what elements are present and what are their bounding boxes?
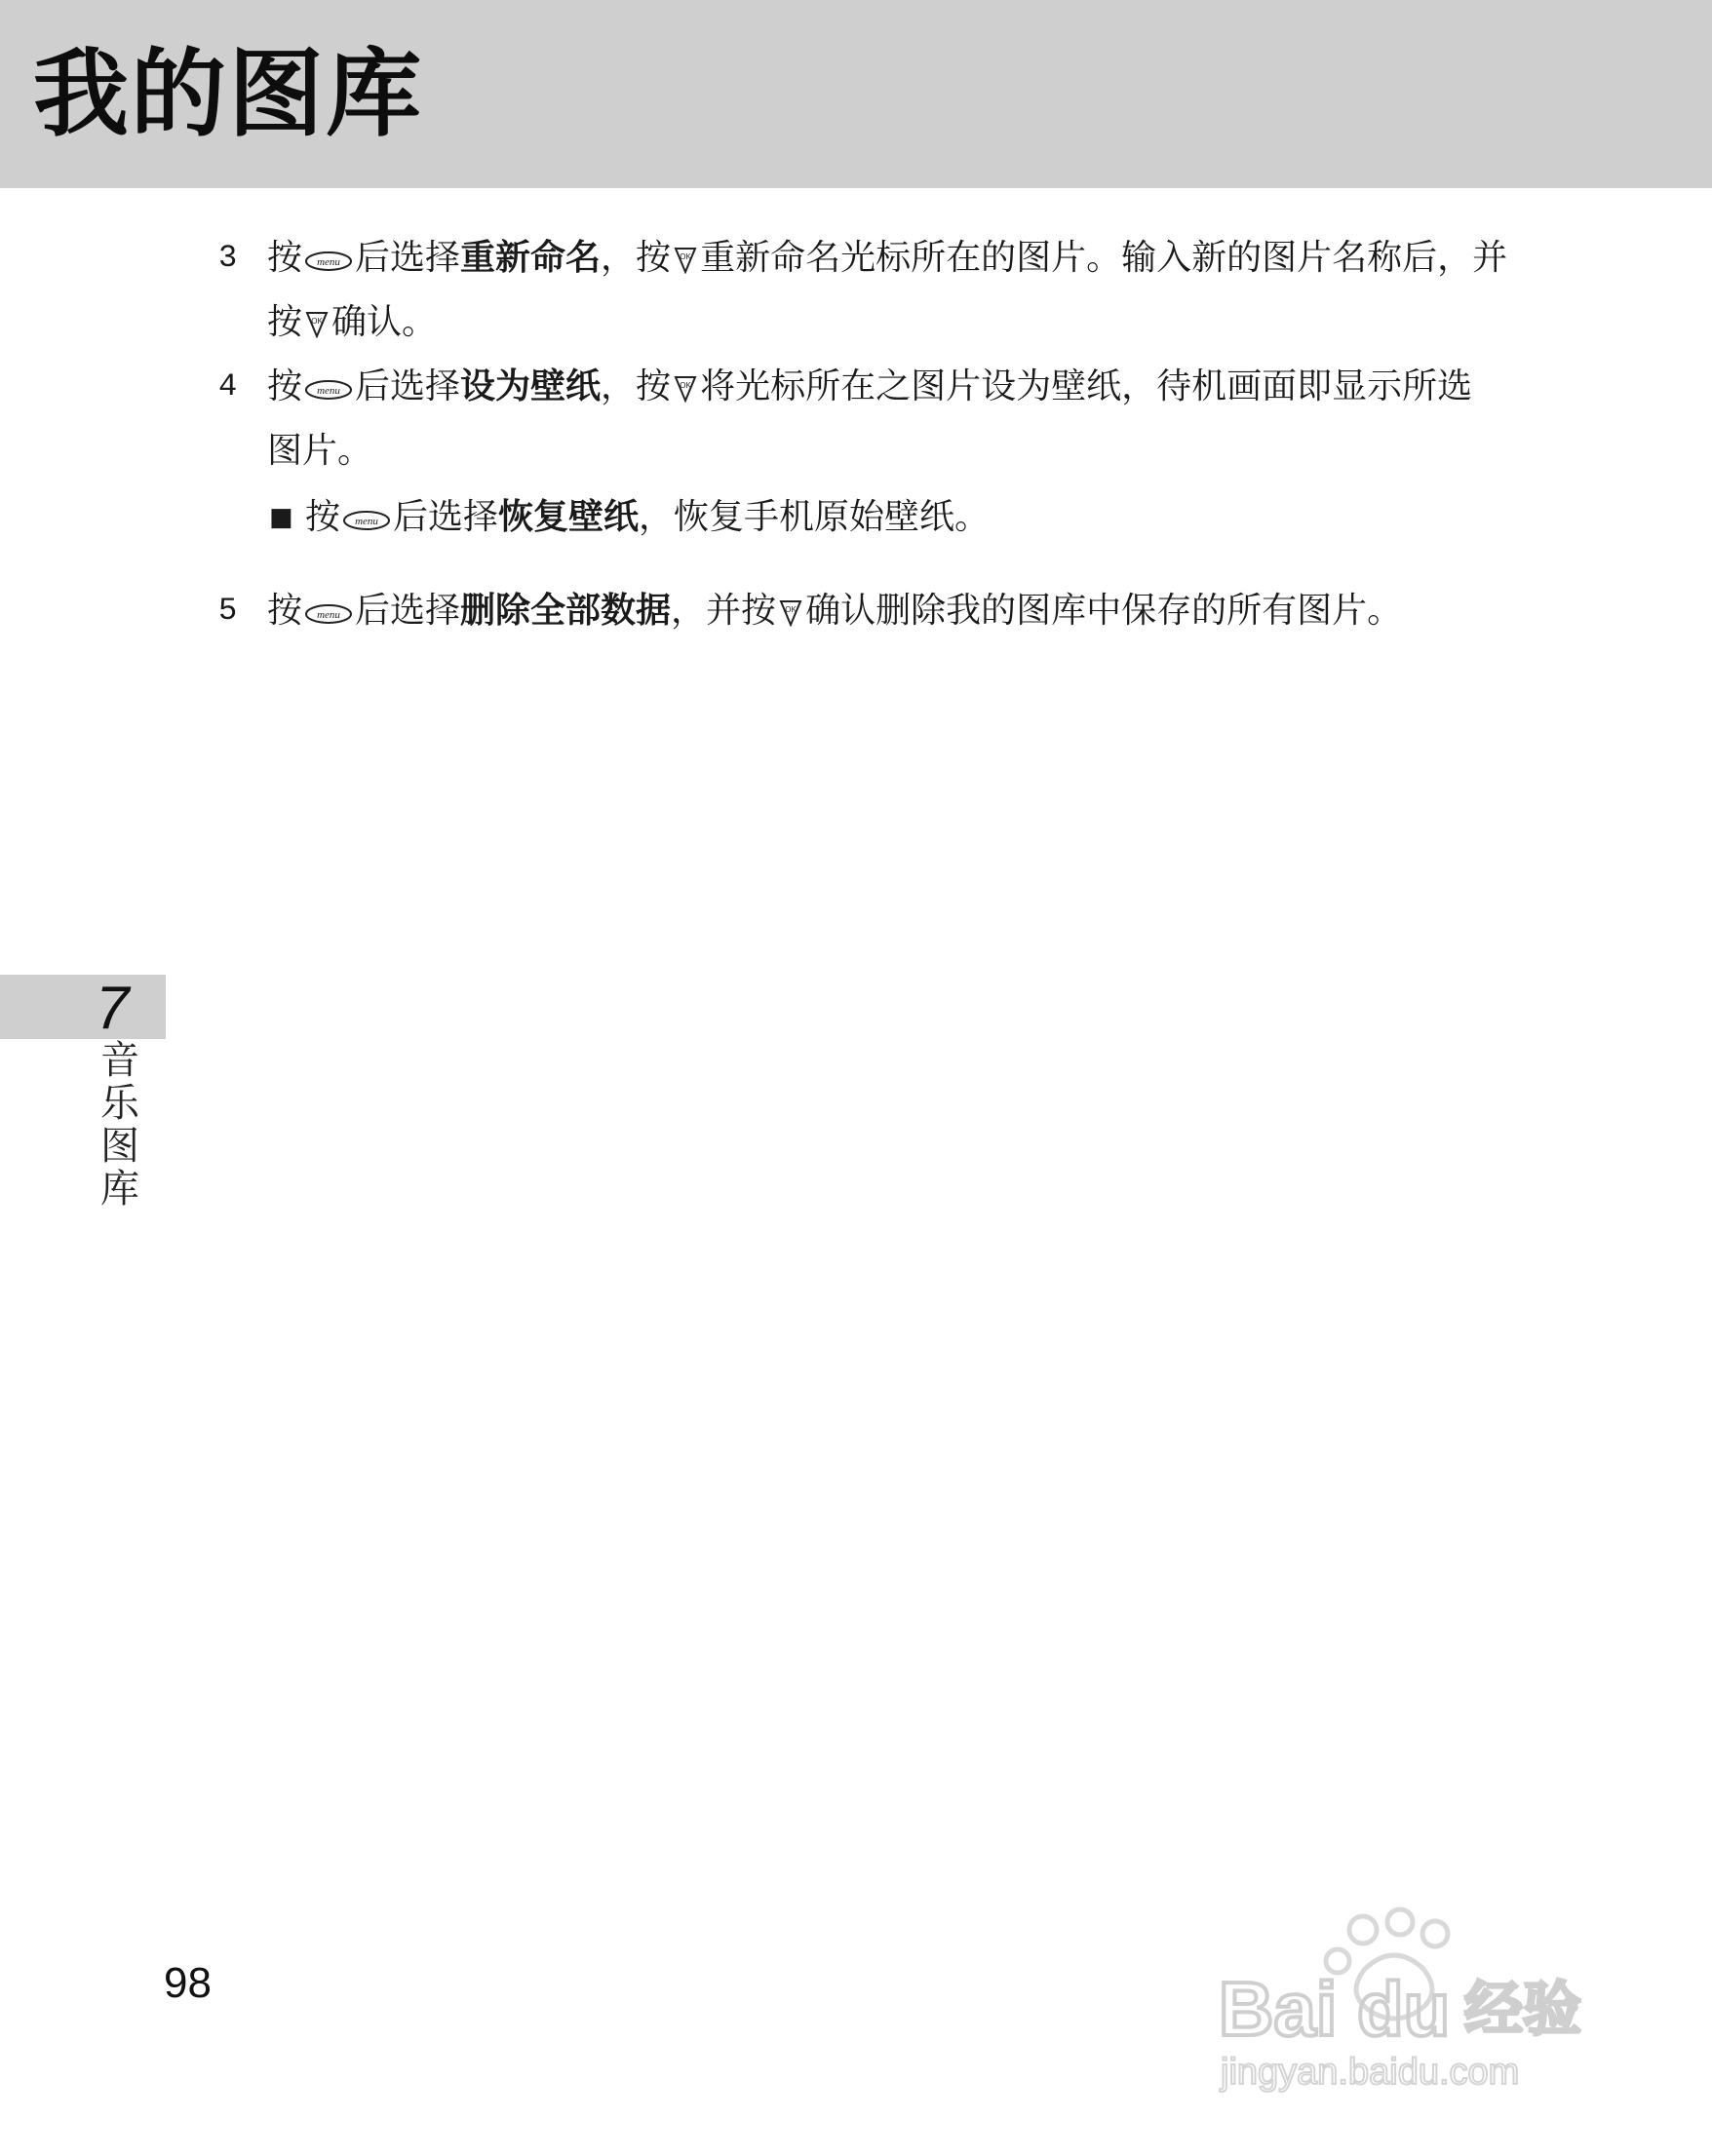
step-text: 后选择 (355, 366, 461, 406)
chapter-number: 7 (96, 975, 130, 1042)
svg-text:经验: 经验 (1464, 1976, 1581, 2044)
step-text: 按 (267, 238, 303, 278)
note-text: 后选择 (393, 497, 499, 537)
svg-text:jingyan.baidu.com: jingyan.baidu.com (1221, 2052, 1520, 2093)
ok-key-icon (778, 597, 803, 627)
step-text: 后选择 (355, 591, 461, 631)
step-5 (218, 579, 1515, 643)
step-text: 后选择 (355, 238, 461, 278)
step-text: ，并按 (671, 591, 777, 631)
step-4 (218, 355, 1515, 483)
step-text: 确认删除我的图库中保存的所有图片。 (805, 591, 1403, 631)
menu-key-icon (304, 601, 353, 627)
option-name: 删除全部数据 (460, 591, 672, 631)
ok-key-icon (673, 373, 698, 403)
note-text: 按 (305, 497, 341, 537)
svg-text:Bai: Bai (1219, 1966, 1338, 2052)
step-text: ，按 (601, 366, 672, 406)
svg-text:OK: OK (680, 252, 691, 261)
chapter-title: 音乐图库 (100, 1038, 139, 1212)
step-text: 重新命名光标所在的图片。输入新的图片名称后，并按 (267, 238, 1508, 342)
menu-key-icon (304, 377, 353, 403)
step-4-note (218, 485, 1515, 550)
svg-text:menu: menu (355, 516, 378, 527)
option-name: 重新命名 (460, 238, 602, 278)
menu-key-icon (304, 249, 353, 274)
option-name: 恢复壁纸 (498, 497, 640, 537)
ok-key-icon (673, 245, 698, 274)
instructions (218, 226, 1515, 643)
svg-text:menu: menu (317, 609, 340, 621)
step-3 (218, 226, 1515, 355)
page-number: 98 (164, 1959, 212, 2007)
bullet-square-icon: ■ (269, 503, 293, 532)
option-name: 设为壁纸 (460, 366, 602, 406)
svg-text:OK: OK (680, 381, 691, 390)
svg-text:OK: OK (785, 605, 797, 614)
ok-key-icon (304, 309, 330, 338)
step-text: 按 (267, 366, 303, 406)
menu-key-icon (342, 508, 391, 533)
header-band (0, 0, 1712, 188)
svg-text:menu: menu (317, 256, 340, 268)
step-text: 将光标所在之图片设为壁纸，待机画面即显示所选 图片。 (267, 366, 1473, 471)
baidu-jingyan-watermark (1209, 1901, 1638, 2096)
step-number: 4 (218, 368, 238, 404)
step-text: ，按 (601, 238, 672, 278)
svg-text:du: du (1357, 1966, 1451, 2052)
step-number: 5 (218, 593, 238, 629)
step-text: 确认。 (331, 302, 438, 342)
step-text: 按 (267, 591, 303, 631)
page-title: 我的图库 (33, 39, 424, 150)
svg-text:OK: OK (311, 317, 323, 326)
step-number: 3 (218, 240, 238, 276)
note-text: ，恢复手机原始壁纸。 (639, 497, 991, 537)
svg-text:menu: menu (317, 385, 340, 397)
